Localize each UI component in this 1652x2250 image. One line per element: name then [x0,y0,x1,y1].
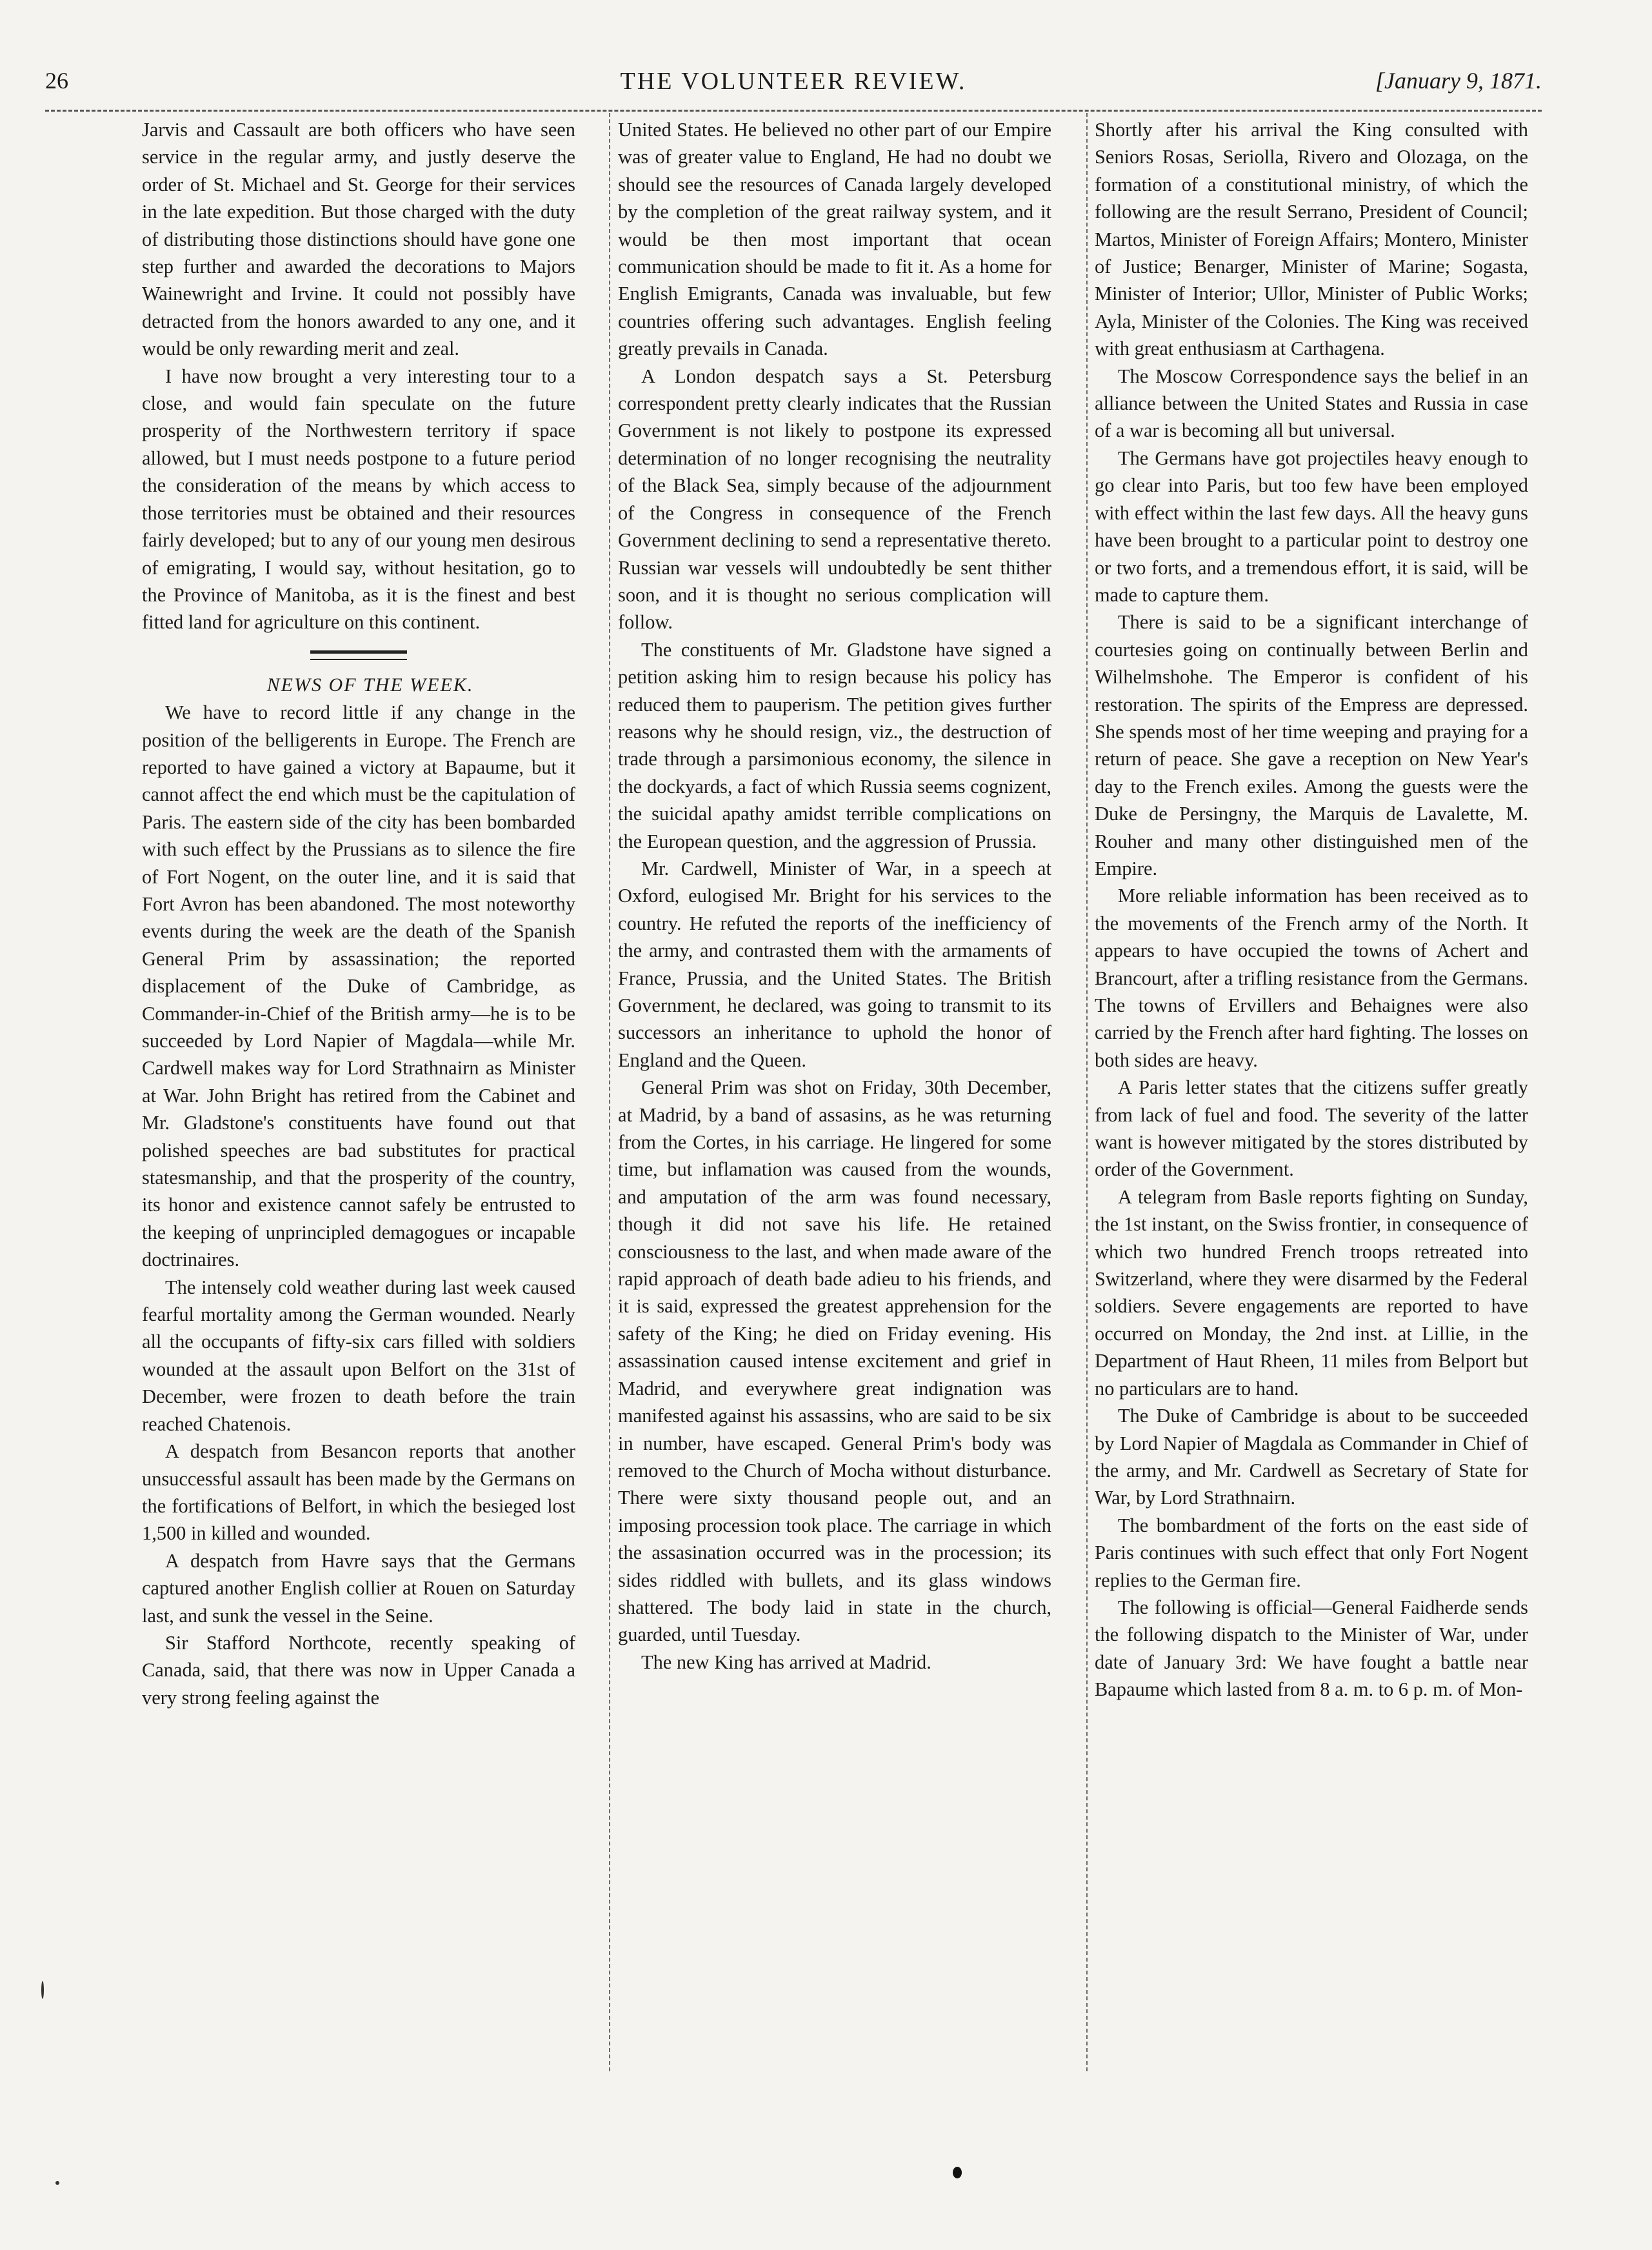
paragraph: Jarvis and Cassault are both officers who have seen service in the regular army, and justly deserve the order of St. Michael and St. George for their services in the late expedition. But those charged with the duty of distributing those distinctions should have gone one step further and awarded the decorations to Majors Wainewright and Irvine. It could not possibly have detracted from the honors awarded to any one, and it would be only rewarding merit and zeal. [142,119,575,360]
header-rule [45,110,1542,112]
paragraph: A Paris letter states that the citizens suffer greatly from lack of fuel and food. The severity of the latter want is however mitigated by the stores distributed by order of the Government. [1095,1076,1528,1181]
paragraph: A despatch from Havre says that the Germans captured another English collier at Rouen on Saturday last, and sunk the vessel in the Seine. [142,1549,575,1627]
paragraph: A telegram from Basle reports fighting on Sunday, the 1st instant, on the Swiss frontier, in consequence of which two hundred French troops retreated into Switzerland, where they were disarmed by the Federal soldiers. Severe engagements are reported to have occurred on Monday, the 2nd inst. at Lillie, in the Department of Haut Rheen, 11 miles from Belport but no particulars are to hand. [1095,1185,1528,1400]
paragraph: The new King has arrived at Madrid. [641,1651,931,1673]
column-2 [618,116,1051,2081]
paragraph: The intensely cold weather during last week caused fearful mortality among the German wounded. Nearly all the occupants of fifty-six cars filled with soldiers wounded at the assault upon Belfort on the 31st of December, were frozen to death before the train reached Chatenois. [142,1276,575,1435]
ink-blot [953,2167,962,2178]
paragraph: We have to record little if any change in the position of the belligerents in Europe. The French are reported to have gained a victory at Bapaume, but it cannot affect the end which must be the capitulation of Paris. The eastern side of the city has been bombarded with such effect by the Prussians as to silence the fire of Fort Nogent, on the outer line, and it is said that Fort Avron has been abandoned. The most noteworthy events during the week are the death of the Spanish General Prim by assassination; the reported displacement of the Duke of Cambridge, as Commander-in-Chief of the British army—he is to be succeeded by Lord Napier of Magdala—while Mr. Cardwell makes way for Lord Strathnairn as Minister at War. John Bright has retired from the Cabinet and Mr. Gladstone's constituents have found out that polished speeches are bad substitutes for practical statesmanship, and that the prosperity of the country, its honor and existence cannot safely be entrusted to the keeping of unprincipled demagogues or incapable doctrinaires. [142,701,575,1271]
paragraph: Sir Stafford Northcote, recently speaking of Canada, said, that there was now in Upper Canada a very strong feeling against the [142,1631,575,1709]
paragraph: A despatch from Besancon reports that another unsuccessful assault has been made by the Germans on the fortifications of Belfort, in which the besieged lost 1,500 in killed and wounded. [142,1440,575,1545]
print-speck [55,2181,59,2185]
page-header [45,67,1542,112]
page-number: 26 [45,68,68,94]
paragraph: General Prim was shot on Friday, 30th December, at Madrid, by a band of assasins, as he was returning from the Cortes, in his carriage. He lingered for some time, but inflamation was caused from the wounds, and amputation of the arm was found necessary, though it did not save his life. He retained consciousness to the last, and when made aware of the rapid approach of death bade adieu to his friends, and it is said, expressed the greatest apprehension for the safety of the King; he died on Friday evening. His assassination caused intense excitement and grief in Madrid, and everywhere great indignation was manifested against his assassins, who are said to be six in number, have escaped. General Prim's body was removed to the Church of Mocha without disturbance. There were sixty thousand people out, and an imposing procession took place. The carriage in which the assasination occurred was in the procession; its sides riddled with bullets, and its glass windows shattered. The body laid in state in the church, guarded, until Tuesday. [618,1076,1051,1646]
section-heading: NEWS OF THE WEEK. [266,674,474,696]
paragraph: The constituents of Mr. Gladstone have signed a petition asking him to resign because his policy has reduced them to pauperism. The petition gives further reasons why he should resign, viz., the destruction of trade through a parsimonious economy, the silence in the dockyards, a fact of which Russia seems cognizent, the suicidal apathy amidst terrible complications on the European question, and the aggression of Prussia. [618,638,1051,852]
column-divider [1086,113,1088,2071]
paragraph: The Germans have got projectiles heavy enough to go clear into Paris, but too few have been employed with effect within the last few days. All the heavy guns have been brought to a particular point to destroy one or two forts, and a tremendous effort, it is said, will be made to capture them. [1095,447,1528,606]
paragraph: Mr. Cardwell, Minister of War, in a speech at Oxford, eulogised Mr. Bright for his services to the country. He refuted the reports of the inefficiency of the army, and contrasted them with the armaments of France, Prussia, and the United States. The British Government, he declared, was going to transmit to its successors an inheritance to uphold the honor of England and the Queen. [618,857,1051,1071]
column-1 [142,116,575,2081]
column-3 [1095,116,1528,2081]
paragraph: A London despatch says a St. Petersburg correspondent pretty clearly indicates that the Russian Government is not likely to postpone its expressed determination of no longer recognising the neutrality of the Black Sea, simply because of the adjournment of the Congress in consequence of the French Government declining to send a representative thereto. Russian war vessels will undoubtedly be sent thither soon, and it is thought no serious complication will follow. [618,365,1051,634]
masthead-title: THE VOLUNTEER REVIEW. [620,68,967,95]
paragraph: There is said to be a significant interchange of courtesies going on continually between Berlin and Wilhelmshohe. The Emperor is confident of his restoration. The spirits of the Empress are depressed. She spends most of her time weeping and praying for a return of peace. She gave a reception on New Year's day to the French exiles. Among the guests were the Duke de Persingny, the Marquis de Lavalette, M. Rouher and many other distinguished men of the Empire. [1095,611,1528,879]
paragraph: The bombardment of the forts on the east side of Paris continues with such effect that only Fort Nogent replies to the German fire. [1095,1514,1528,1591]
section-rule [310,650,407,660]
issue-date: [January 9, 1871. [1375,68,1542,94]
paragraph: I have now brought a very interesting tour to a close, and would fain speculate on the future prosperity of the Northwestern territory if space allowed, but I must needs postpone to a future period the consideration of the means by which access to those territories must be obtained and their resources fairly developed; but to any of our young men desirous of emigrating, I would say, without hesitation, go to the Province of Manitoba, as it is the finest and best fitted land for agriculture on this continent. [142,365,575,634]
column-divider [609,113,610,2071]
paragraph: More reliable information has been received as to the movements of the French army of the North. It appears to have occupied the towns of Achert and Brancourt, after a trifling resistance from the Germans. The towns of Ervillers and Behaignes were also carried by the French after hard fighting. The losses on both sides are heavy. [1095,885,1528,1071]
print-speck [41,1981,44,1999]
paragraph: The Duke of Cambridge is about to be succeeded by Lord Napier of Magdala as Commander in Chief of the army, and Mr. Cardwell as Secretary of State for War, by Lord Strathnairn. [1095,1405,1528,1509]
paragraph: The following is official—General Faidherde sends the following dispatch to the Minister of War, under date of January 3rd: We have fought a battle near Bapaume which lasted from 8 a. m. to 6 p. m. of Mon- [1095,1596,1528,1701]
paragraph: Shortly after his arrival the King consulted with Seniors Rosas, Seriolla, Rivero and Olozaga, on the formation of a constitutional ministry, of which the following are the result Serrano, President of Council; Martos, Minister of Foreign Affairs; Montero, Minister of Justice; Benarger, Minister of Marine; Sogasta, Minister of Interior; Ullor, Minister of Public Works; Ayla, Minister of the Colonies. The King was received with great enthusiasm at Carthagena. [1095,119,1528,360]
paragraph: United States. He believed no other part of our Empire was of greater value to England, He had no doubt we should see the resources of Canada largely developed by the completion of the great railway system, and it would be then most important that ocean communication should be made to fit it. As a home for English Emigrants, Canada was invaluable, but few countries offering such advantages. English feeling greatly prevails in Canada. [618,119,1051,360]
paragraph: The Moscow Correspondence says the belief in an alliance between the United States and Russia in case of a war is becoming all but universal. [1095,365,1528,442]
